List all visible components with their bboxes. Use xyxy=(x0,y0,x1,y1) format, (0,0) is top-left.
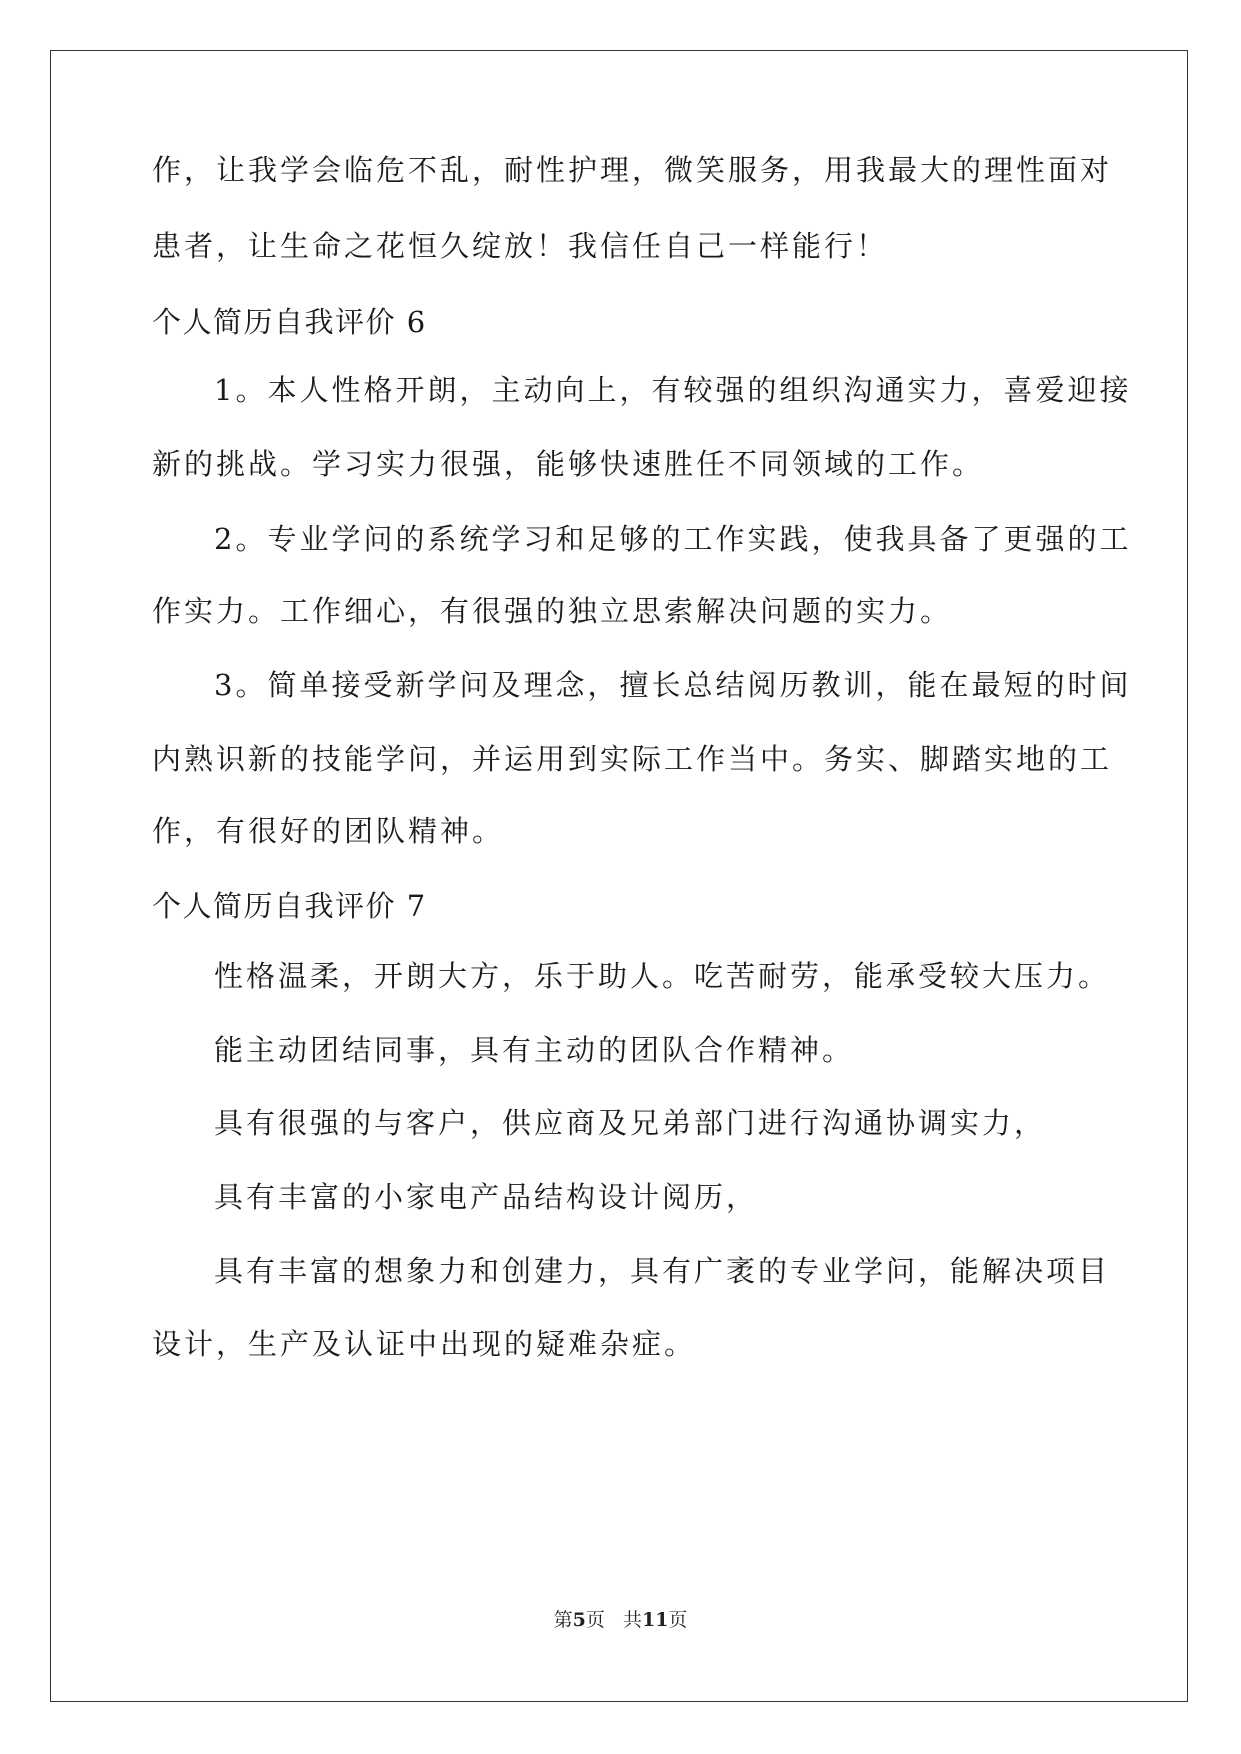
body-text-line: 设计，生产及认证中出现的疑难杂症。 xyxy=(152,1327,697,1361)
body-text-line: 内熟识新的技能学问，并运用到实际工作当中。务实、脚踏实地的工 xyxy=(152,742,1113,776)
footer-total-pages: 11 xyxy=(641,1609,669,1631)
body-text-line: 具有丰富的想象力和创建力，具有广袤的专业学问，能解决项目 xyxy=(214,1254,1111,1288)
body-text-line: 新的挑战。学习实力很强，能够快速胜任不同领域的工作。 xyxy=(152,447,985,481)
footer-page-number: 5 xyxy=(572,1609,586,1631)
section-heading-7: 个人简历自我评价 7 xyxy=(152,889,427,923)
body-text-line: 能主动团结同事，具有主动的团队合作精神。 xyxy=(214,1033,855,1067)
footer-total-suffix: 页 xyxy=(668,1609,688,1631)
body-text-line: 性格温柔，开朗大方，乐于助人。吃苦耐劳，能承受较大压力。 xyxy=(214,959,1111,993)
footer-page-suffix: 页 xyxy=(585,1609,605,1631)
list-item-3: 3。简单接受新学问及理念，擅长总结阅历教训，能在最短的时间 xyxy=(214,668,1132,702)
footer-prefix: 第 xyxy=(553,1609,573,1631)
page-frame xyxy=(50,50,1188,1702)
list-item-2: 2。专业学问的系统学习和足够的工作实践，使我具备了更强的工 xyxy=(214,522,1132,556)
body-text-line: 具有很强的与客户，供应商及兄弟部门进行沟通协调实力， xyxy=(214,1106,1047,1140)
body-text-line: 患者，让生命之花恒久绽放！我信任自己一样能行！ xyxy=(152,229,889,263)
footer-total-prefix: 共 xyxy=(622,1609,642,1631)
section-heading-6: 个人简历自我评价 6 xyxy=(152,305,427,339)
list-item-1: 1。本人性格开朗，主动向上，有较强的组织沟通实力，喜爱迎接 xyxy=(214,373,1132,407)
page-footer xyxy=(0,1608,1241,1632)
body-text-line: 具有丰富的小家电产品结构设计阅历， xyxy=(214,1180,759,1214)
body-text-line: 作实力。工作细心，有很强的独立思索解决问题的实力。 xyxy=(152,594,953,628)
body-text-line: 作，让我学会临危不乱，耐性护理，微笑服务，用我最大的理性面对 xyxy=(152,153,1113,187)
body-text-line: 作，有很好的团队精神。 xyxy=(152,814,505,848)
